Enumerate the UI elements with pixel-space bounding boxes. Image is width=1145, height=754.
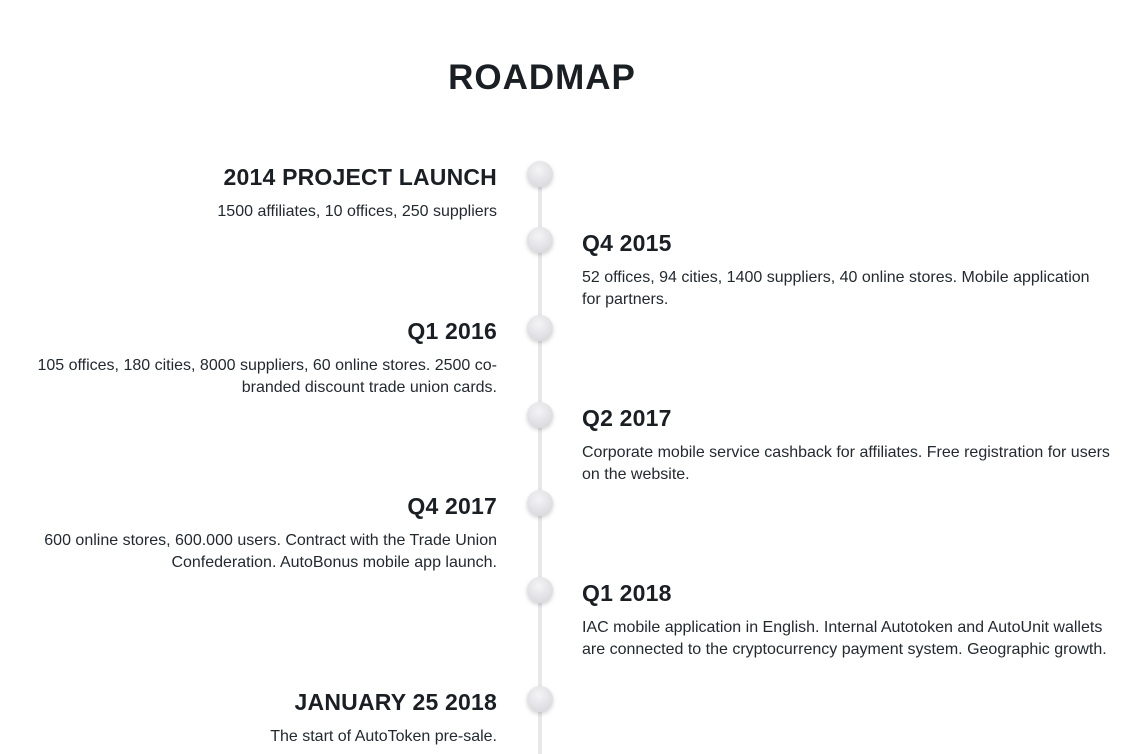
milestone-q4-2017 — [0, 492, 497, 573]
milestone-2014-project-launch — [0, 163, 497, 223]
milestone-description: The start of AutoToken pre-sale. — [270, 728, 497, 745]
timeline-marker — [527, 402, 553, 428]
milestone-description: 600 online stores, 600.000 users. Contract with the Trade Union Confederation. AutoBonus mobile app launch. — [44, 532, 497, 571]
milestone-title: JANUARY 25 2018 — [294, 689, 497, 715]
milestone-january-25-2018 — [0, 688, 497, 748]
timeline-marker — [527, 161, 553, 187]
milestone-description: Corporate mobile service cashback for affiliates. Free registration for users on the website. — [582, 444, 1110, 483]
milestone-title: Q4 2017 — [407, 493, 497, 519]
milestone-title: Q4 2015 — [582, 230, 672, 256]
timeline-marker — [527, 315, 553, 341]
milestone-description: 1500 affiliates, 10 offices, 250 suppliers — [217, 203, 497, 220]
milestone-q4-2015 — [582, 229, 1112, 310]
timeline-marker — [527, 227, 553, 253]
timeline-marker — [527, 490, 553, 516]
timeline-line — [538, 174, 542, 754]
milestone-title: 2014 PROJECT LAUNCH — [223, 164, 497, 190]
timeline-marker — [527, 686, 553, 712]
page-title: ROADMAP — [448, 58, 636, 97]
milestone-description: IAC mobile application in English. Internal Autotoken and AutoUnit wallets are connected to the cryptocurrency payment system. Geographic growth. — [582, 619, 1107, 658]
milestone-q2-2017 — [582, 404, 1112, 485]
timeline-marker — [527, 577, 553, 603]
milestone-title: Q2 2017 — [582, 405, 672, 431]
milestone-title: Q1 2018 — [582, 580, 672, 606]
milestone-description: 105 offices, 180 cities, 8000 suppliers, 60 online stores. 2500 co-branded discount trade union cards. — [37, 357, 497, 396]
milestone-q1-2016 — [0, 317, 497, 398]
milestone-title: Q1 2016 — [407, 318, 497, 344]
milestone-q1-2018 — [582, 579, 1112, 660]
milestone-description: 52 offices, 94 cities, 1400 suppliers, 40 online stores. Mobile application for partners. — [582, 269, 1090, 308]
